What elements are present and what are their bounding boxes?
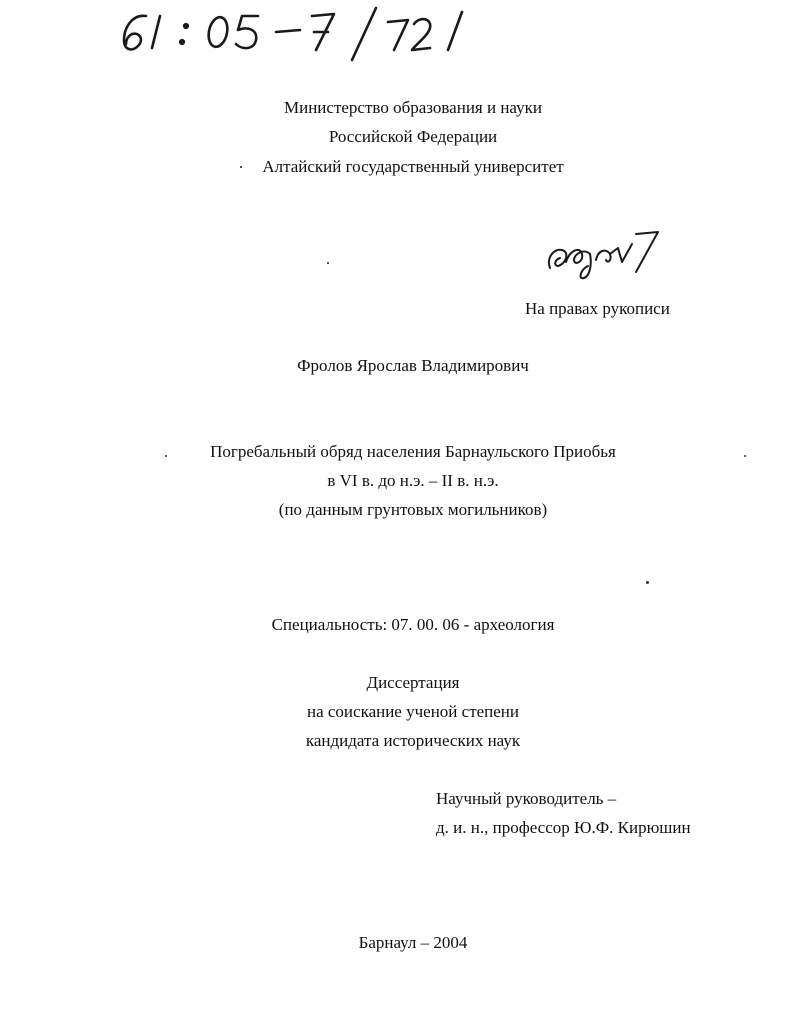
- scan-speck: [327, 262, 329, 264]
- manuscript-rights: На правах рукописи: [525, 299, 670, 318]
- supervisor-name: д. и. н., профессор Ю.Ф. Кирюшин: [436, 818, 691, 837]
- scan-speck: [646, 581, 649, 584]
- ministry-line-1: Министерство образования и науки: [284, 98, 542, 117]
- scan-speck: [240, 166, 242, 168]
- title-line-2: в VI в. до н.э. – II в. н.э.: [327, 471, 499, 490]
- dissertation-line-3: кандидата исторических наук: [305, 731, 521, 750]
- scan-speck: [165, 455, 167, 457]
- university-name: Алтайский государственный университет: [262, 157, 564, 176]
- ministry-line-2: Российской Федерации: [328, 127, 498, 146]
- signature: [540, 224, 670, 284]
- dissertation-line-2: на соискание ученой степени: [306, 702, 520, 721]
- supervisor-label: Научный руководитель –: [436, 789, 617, 808]
- handwritten-archive-code: [0, 0, 480, 70]
- title-line-1: Погребальный обряд населения Барнаульского Приобья: [210, 442, 616, 461]
- title-line-3: (по данным грунтовых могильников): [278, 500, 548, 519]
- specialty: Специальность: 07. 00. 06 - археология: [271, 615, 555, 634]
- scan-speck: [744, 455, 746, 457]
- place-year: Барнаул – 2004: [358, 933, 468, 952]
- dissertation-line-1: Диссертация: [366, 673, 460, 692]
- author-name: Фролов Ярослав Владимирович: [297, 356, 529, 375]
